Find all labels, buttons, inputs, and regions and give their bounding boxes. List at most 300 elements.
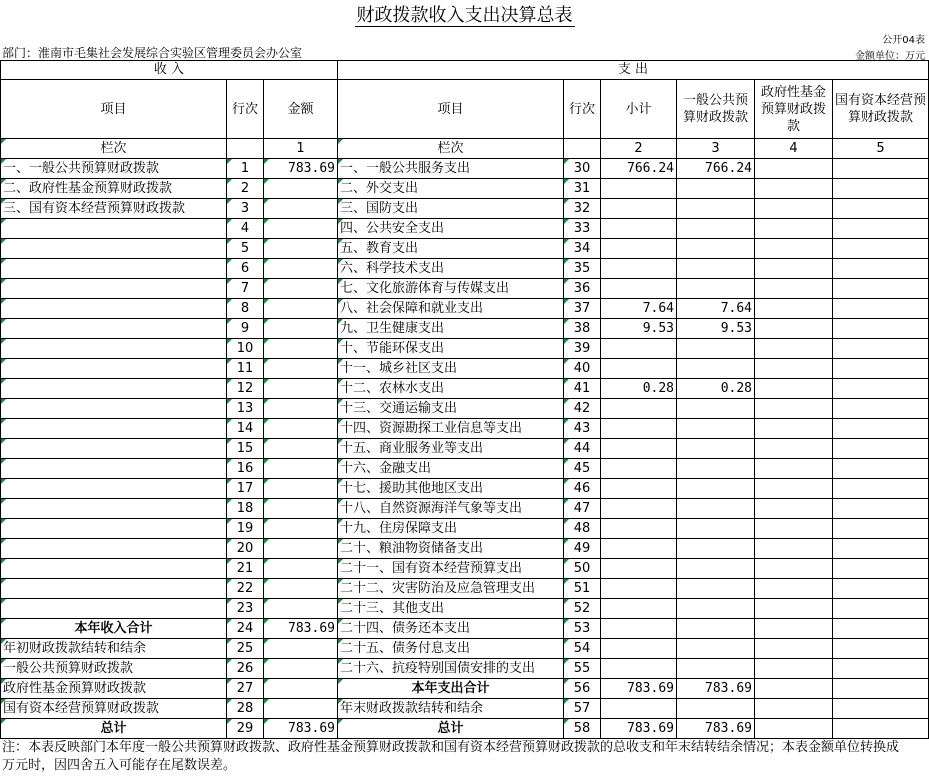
expense-line: 30: [564, 159, 601, 179]
income-line: 3: [227, 199, 264, 219]
subtotal-cell: 783.69: [601, 719, 677, 739]
amount-unit: 金额单位：万元: [855, 51, 925, 62]
subtotal-cell: [601, 699, 677, 719]
general-budget-cell: [677, 219, 755, 239]
general-budget-cell: 783.69: [677, 719, 755, 739]
department-label: 部门：淮南市毛集社会发展综合实验区管理委员会办公室: [2, 46, 303, 60]
expense-item: 八、社会保障和就业支出: [338, 299, 564, 319]
expense-line: 35: [564, 259, 601, 279]
subtotal-cell: 783.69: [601, 679, 677, 699]
subtotal-cell: [601, 219, 677, 239]
column-number-2: 2: [601, 139, 677, 159]
expense-item: 十七、援助其他地区支出: [338, 479, 564, 499]
general-budget-cell: [677, 539, 755, 559]
expense-line: 53: [564, 619, 601, 639]
expense-item: 十六、金融支出: [338, 459, 564, 479]
expense-item: 二十五、债务付息支出: [338, 639, 564, 659]
income-item: [1, 479, 227, 499]
income-amount: 783.69: [264, 619, 338, 639]
subtotal-cell: [601, 479, 677, 499]
expense-item: 二十二、灾害防治及应急管理支出: [338, 579, 564, 599]
income-amount: [264, 399, 338, 419]
general-budget-header: 一般公共预算财政拨款: [677, 80, 755, 139]
subtotal-cell: [601, 459, 677, 479]
income-line: 28: [227, 699, 264, 719]
income-line: 10: [227, 339, 264, 359]
general-budget-cell: [677, 259, 755, 279]
income-line: 5: [227, 239, 264, 259]
expense-item: 十四、资源勘探工业信息等支出: [338, 419, 564, 439]
state-capital-cell: [833, 379, 929, 399]
expense-line: 46: [564, 479, 601, 499]
table-row: [1, 559, 929, 579]
state-capital-cell: [833, 179, 929, 199]
income-amount: [264, 419, 338, 439]
income-amount: [264, 199, 338, 219]
income-item: [1, 379, 227, 399]
income-amount: [264, 479, 338, 499]
table-row: [1, 599, 929, 619]
expense-line: 55: [564, 659, 601, 679]
income-line: 1: [227, 159, 264, 179]
income-item-header: 项目: [1, 80, 227, 139]
income-line: 29: [227, 719, 264, 739]
column-number-4: 4: [755, 139, 833, 159]
general-budget-cell: [677, 519, 755, 539]
expense-line: 58: [564, 719, 601, 739]
report-title: [0, 0, 929, 32]
state-capital-cell: [833, 199, 929, 219]
table-row: [1, 579, 929, 599]
income-item: [1, 299, 227, 319]
expense-item: 年末财政拨款结转和结余: [338, 699, 564, 719]
table-row: [1, 439, 929, 459]
expense-line: 31: [564, 179, 601, 199]
income-line: 9: [227, 319, 264, 339]
gov-fund-cell: [755, 499, 833, 519]
subtotal-cell: [601, 659, 677, 679]
income-item: [1, 579, 227, 599]
state-capital-cell: [833, 299, 929, 319]
income-amount: [264, 299, 338, 319]
expense-header: 支 出: [338, 61, 929, 80]
state-capital-cell: [833, 219, 929, 239]
general-budget-cell: [677, 579, 755, 599]
expense-line: 33: [564, 219, 601, 239]
subtotal-cell: [601, 559, 677, 579]
table-row: [1, 159, 929, 179]
expense-item: 十五、商业服务业等支出: [338, 439, 564, 459]
gov-fund-cell: [755, 439, 833, 459]
general-budget-cell: [677, 439, 755, 459]
income-amount: [264, 519, 338, 539]
expense-line: 43: [564, 419, 601, 439]
general-budget-cell: 0.28: [677, 379, 755, 399]
income-amount: [264, 219, 338, 239]
general-budget-cell: [677, 459, 755, 479]
gov-fund-cell: [755, 599, 833, 619]
expense-item: 五、教育支出: [338, 239, 564, 259]
state-capital-cell: [833, 479, 929, 499]
subtotal-cell: 766.24: [601, 159, 677, 179]
general-budget-cell: [677, 639, 755, 659]
expense-line: 49: [564, 539, 601, 559]
column-number-5: 5: [833, 139, 929, 159]
income-line: 24: [227, 619, 264, 639]
gov-fund-cell: [755, 719, 833, 739]
table-row: [1, 539, 929, 559]
gov-fund-cell: [755, 159, 833, 179]
income-item: 一、一般公共预算财政拨款: [1, 159, 227, 179]
income-line: 27: [227, 679, 264, 699]
income-amount: [264, 379, 338, 399]
income-item: [1, 219, 227, 239]
state-capital-cell: [833, 439, 929, 459]
income-item: [1, 319, 227, 339]
expense-line: 48: [564, 519, 601, 539]
income-line: 20: [227, 539, 264, 559]
income-amount: [264, 699, 338, 719]
income-amount: [264, 259, 338, 279]
state-capital-cell: [833, 259, 929, 279]
subtotal-cell: [601, 339, 677, 359]
state-capital-cell: [833, 519, 929, 539]
expense-item: 二十四、债务还本支出: [338, 619, 564, 639]
income-line: 15: [227, 439, 264, 459]
gov-fund-cell: [755, 239, 833, 259]
expense-item: 十二、农林水支出: [338, 379, 564, 399]
income-amount: [264, 579, 338, 599]
expense-item: 二十三、其他支出: [338, 599, 564, 619]
expense-item: 总计: [338, 719, 564, 739]
gov-fund-cell: [755, 619, 833, 639]
state-capital-cell: [833, 399, 929, 419]
subtotal-header: 小计: [601, 80, 677, 139]
subtotal-cell: [601, 539, 677, 559]
general-budget-cell: [677, 359, 755, 379]
expense-item: 二、外交支出: [338, 179, 564, 199]
state-capital-cell: [833, 679, 929, 699]
gov-fund-cell: [755, 399, 833, 419]
income-line: 8: [227, 299, 264, 319]
state-capital-cell: [833, 279, 929, 299]
gov-fund-cell: [755, 419, 833, 439]
expense-line: 44: [564, 439, 601, 459]
expense-line: 56: [564, 679, 601, 699]
gov-fund-cell: [755, 359, 833, 379]
general-budget-cell: [677, 399, 755, 419]
table-row: [1, 699, 929, 719]
income-item: [1, 559, 227, 579]
income-line: 23: [227, 599, 264, 619]
table-row: [1, 359, 929, 379]
income-amount: [264, 659, 338, 679]
income-item: [1, 519, 227, 539]
gov-fund-cell: [755, 179, 833, 199]
income-item: [1, 419, 227, 439]
expense-line: 36: [564, 279, 601, 299]
income-line: 2: [227, 179, 264, 199]
general-budget-cell: [677, 199, 755, 219]
expense-item: 本年支出合计: [338, 679, 564, 699]
income-item: [1, 359, 227, 379]
income-amount: [264, 239, 338, 259]
general-budget-cell: [677, 659, 755, 679]
income-item: 年初财政拨款结转和结余: [1, 639, 227, 659]
expense-line: 40: [564, 359, 601, 379]
general-budget-cell: [677, 619, 755, 639]
income-item: [1, 499, 227, 519]
income-amount: [264, 459, 338, 479]
subtotal-cell: [601, 619, 677, 639]
expense-item: 六、科学技术支出: [338, 259, 564, 279]
subtotal-cell: [601, 599, 677, 619]
state-capital-cell: [833, 599, 929, 619]
form-number: 公开04表: [882, 35, 925, 46]
table-row: [1, 179, 929, 199]
income-amount: [264, 359, 338, 379]
income-amount: [264, 179, 338, 199]
expense-item: 十三、交通运输支出: [338, 399, 564, 419]
subtotal-cell: [601, 179, 677, 199]
expense-line: 42: [564, 399, 601, 419]
income-item: 一般公共预算财政拨款: [1, 659, 227, 679]
income-amount: [264, 499, 338, 519]
table-row: [1, 219, 929, 239]
gov-fund-cell: [755, 679, 833, 699]
table-row: [1, 319, 929, 339]
income-item: [1, 459, 227, 479]
income-amount: 783.69: [264, 719, 338, 739]
general-budget-cell: [677, 699, 755, 719]
expense-line: 52: [564, 599, 601, 619]
table-row: [1, 619, 929, 639]
income-amount: [264, 319, 338, 339]
income-line: 22: [227, 579, 264, 599]
gov-fund-cell: [755, 259, 833, 279]
gov-fund-cell: [755, 199, 833, 219]
gov-fund-cell: [755, 659, 833, 679]
state-capital-cell: [833, 559, 929, 579]
table-row: [1, 259, 929, 279]
income-amount: [264, 339, 338, 359]
column-label-2: 栏次: [338, 139, 564, 159]
general-budget-cell: [677, 599, 755, 619]
subtotal-cell: [601, 279, 677, 299]
expense-item: 一、一般公共服务支出: [338, 159, 564, 179]
subtotal-cell: [601, 639, 677, 659]
income-item: [1, 239, 227, 259]
state-capital-cell: [833, 699, 929, 719]
table-row: [1, 279, 929, 299]
gov-fund-cell: [755, 699, 833, 719]
state-capital-cell: [833, 339, 929, 359]
table-row: [1, 719, 929, 739]
gov-fund-cell: [755, 219, 833, 239]
gov-fund-cell: [755, 279, 833, 299]
gov-fund-cell: [755, 519, 833, 539]
column-label: 栏次: [1, 139, 227, 159]
subtotal-cell: 9.53: [601, 319, 677, 339]
state-capital-cell: [833, 459, 929, 479]
gov-fund-cell: [755, 339, 833, 359]
state-capital-cell: [833, 359, 929, 379]
income-amount: [264, 539, 338, 559]
income-header: 收 入: [1, 61, 338, 80]
state-capital-header: 国有资本经营预算财政拨款: [833, 80, 929, 139]
expense-item: 三、国防支出: [338, 199, 564, 219]
table-row: [1, 459, 929, 479]
income-item: [1, 339, 227, 359]
state-capital-cell: [833, 719, 929, 739]
general-budget-cell: [677, 339, 755, 359]
income-line: 6: [227, 259, 264, 279]
general-budget-cell: [677, 179, 755, 199]
table-row: [1, 659, 929, 679]
expense-line: 45: [564, 459, 601, 479]
gov-fund-cell: [755, 299, 833, 319]
subtotal-cell: [601, 199, 677, 219]
expense-line: 37: [564, 299, 601, 319]
table-row: [1, 239, 929, 259]
income-item: [1, 279, 227, 299]
income-line: 16: [227, 459, 264, 479]
general-budget-cell: [677, 479, 755, 499]
general-budget-cell: [677, 559, 755, 579]
column-blank: [227, 139, 264, 159]
general-budget-cell: 766.24: [677, 159, 755, 179]
income-item: [1, 439, 227, 459]
expense-line: 32: [564, 199, 601, 219]
table-row: [1, 399, 929, 419]
gov-fund-cell: [755, 319, 833, 339]
general-budget-cell: 9.53: [677, 319, 755, 339]
gov-fund-cell: [755, 459, 833, 479]
income-item: 政府性基金预算财政拨款: [1, 679, 227, 699]
subtotal-cell: [601, 259, 677, 279]
subtotal-cell: 7.64: [601, 299, 677, 319]
state-capital-cell: [833, 659, 929, 679]
income-line: 14: [227, 419, 264, 439]
subtotal-cell: [601, 579, 677, 599]
expense-item: 二十六、抗疫特别国债安排的支出: [338, 659, 564, 679]
general-budget-cell: 783.69: [677, 679, 755, 699]
expense-line: 39: [564, 339, 601, 359]
expense-item: 十一、城乡社区支出: [338, 359, 564, 379]
gov-fund-cell: [755, 479, 833, 499]
income-item: 三、国有资本经营预算财政拨款: [1, 199, 227, 219]
gov-fund-cell: [755, 539, 833, 559]
income-line-header: 行次: [227, 80, 264, 139]
state-capital-cell: [833, 419, 929, 439]
column-number-3: 3: [677, 139, 755, 159]
income-line: 12: [227, 379, 264, 399]
state-capital-cell: [833, 539, 929, 559]
expense-item: 二十、粮油物资储备支出: [338, 539, 564, 559]
state-capital-cell: [833, 619, 929, 639]
expense-line: 38: [564, 319, 601, 339]
subtotal-cell: [601, 239, 677, 259]
state-capital-cell: [833, 239, 929, 259]
income-line: 7: [227, 279, 264, 299]
table-row: [1, 519, 929, 539]
expense-line: 41: [564, 379, 601, 399]
income-item: [1, 599, 227, 619]
income-item: 本年收入合计: [1, 619, 227, 639]
subtotal-cell: [601, 499, 677, 519]
income-amount: [264, 439, 338, 459]
report-title-text: 财政拨款收入支出决算总表: [356, 5, 573, 26]
general-budget-cell: [677, 279, 755, 299]
table-row: [1, 419, 929, 439]
subtotal-cell: [601, 439, 677, 459]
expense-item: 二十一、国有资本经营预算支出: [338, 559, 564, 579]
subtotal-cell: [601, 359, 677, 379]
table-row: [1, 679, 929, 699]
table-row: [1, 639, 929, 659]
table-row: [1, 299, 929, 319]
income-line: 4: [227, 219, 264, 239]
expense-line: 54: [564, 639, 601, 659]
state-capital-cell: [833, 579, 929, 599]
expense-line: 50: [564, 559, 601, 579]
table-row: [1, 339, 929, 359]
expense-item: 十、节能环保支出: [338, 339, 564, 359]
general-budget-cell: [677, 239, 755, 259]
subtotal-cell: [601, 399, 677, 419]
gov-fund-cell: [755, 379, 833, 399]
expense-line: 51: [564, 579, 601, 599]
expense-line-header: 行次: [564, 80, 601, 139]
state-capital-cell: [833, 499, 929, 519]
income-item: [1, 539, 227, 559]
income-line: 19: [227, 519, 264, 539]
general-budget-cell: 7.64: [677, 299, 755, 319]
income-amount: [264, 279, 338, 299]
income-line: 25: [227, 639, 264, 659]
gov-fund-cell: [755, 639, 833, 659]
expense-line: 57: [564, 699, 601, 719]
expense-line: 47: [564, 499, 601, 519]
income-amount: [264, 679, 338, 699]
state-capital-cell: [833, 639, 929, 659]
general-budget-cell: [677, 499, 755, 519]
income-item: [1, 399, 227, 419]
expense-item: 十九、住房保障支出: [338, 519, 564, 539]
income-line: 17: [227, 479, 264, 499]
income-amount: [264, 559, 338, 579]
gov-fund-cell: [755, 579, 833, 599]
income-line: 18: [227, 499, 264, 519]
income-line: 13: [227, 399, 264, 419]
gov-fund-cell: [755, 559, 833, 579]
income-item: 总计: [1, 719, 227, 739]
expense-item-header: 项目: [338, 80, 564, 139]
income-line: 21: [227, 559, 264, 579]
income-amount-header: 金额: [264, 80, 338, 139]
footnote: 注：本表反映部门本年度一般公共预算财政拨款、政府性基金预算财政拨款和国有资本经营预算财政拨款的总收支和年末结转结余情况；本表金额单位转换成万元时，因四舍五入可能存在尾数误差。: [2, 740, 900, 773]
subtotal-cell: [601, 519, 677, 539]
income-item: [1, 259, 227, 279]
income-line: 11: [227, 359, 264, 379]
expense-line: 34: [564, 239, 601, 259]
table-row: [1, 379, 929, 399]
table-row: [1, 199, 929, 219]
income-item: 二、政府性基金预算财政拨款: [1, 179, 227, 199]
income-amount: [264, 639, 338, 659]
subtotal-cell: 0.28: [601, 379, 677, 399]
expense-item: 十八、自然资源海洋气象等支出: [338, 499, 564, 519]
